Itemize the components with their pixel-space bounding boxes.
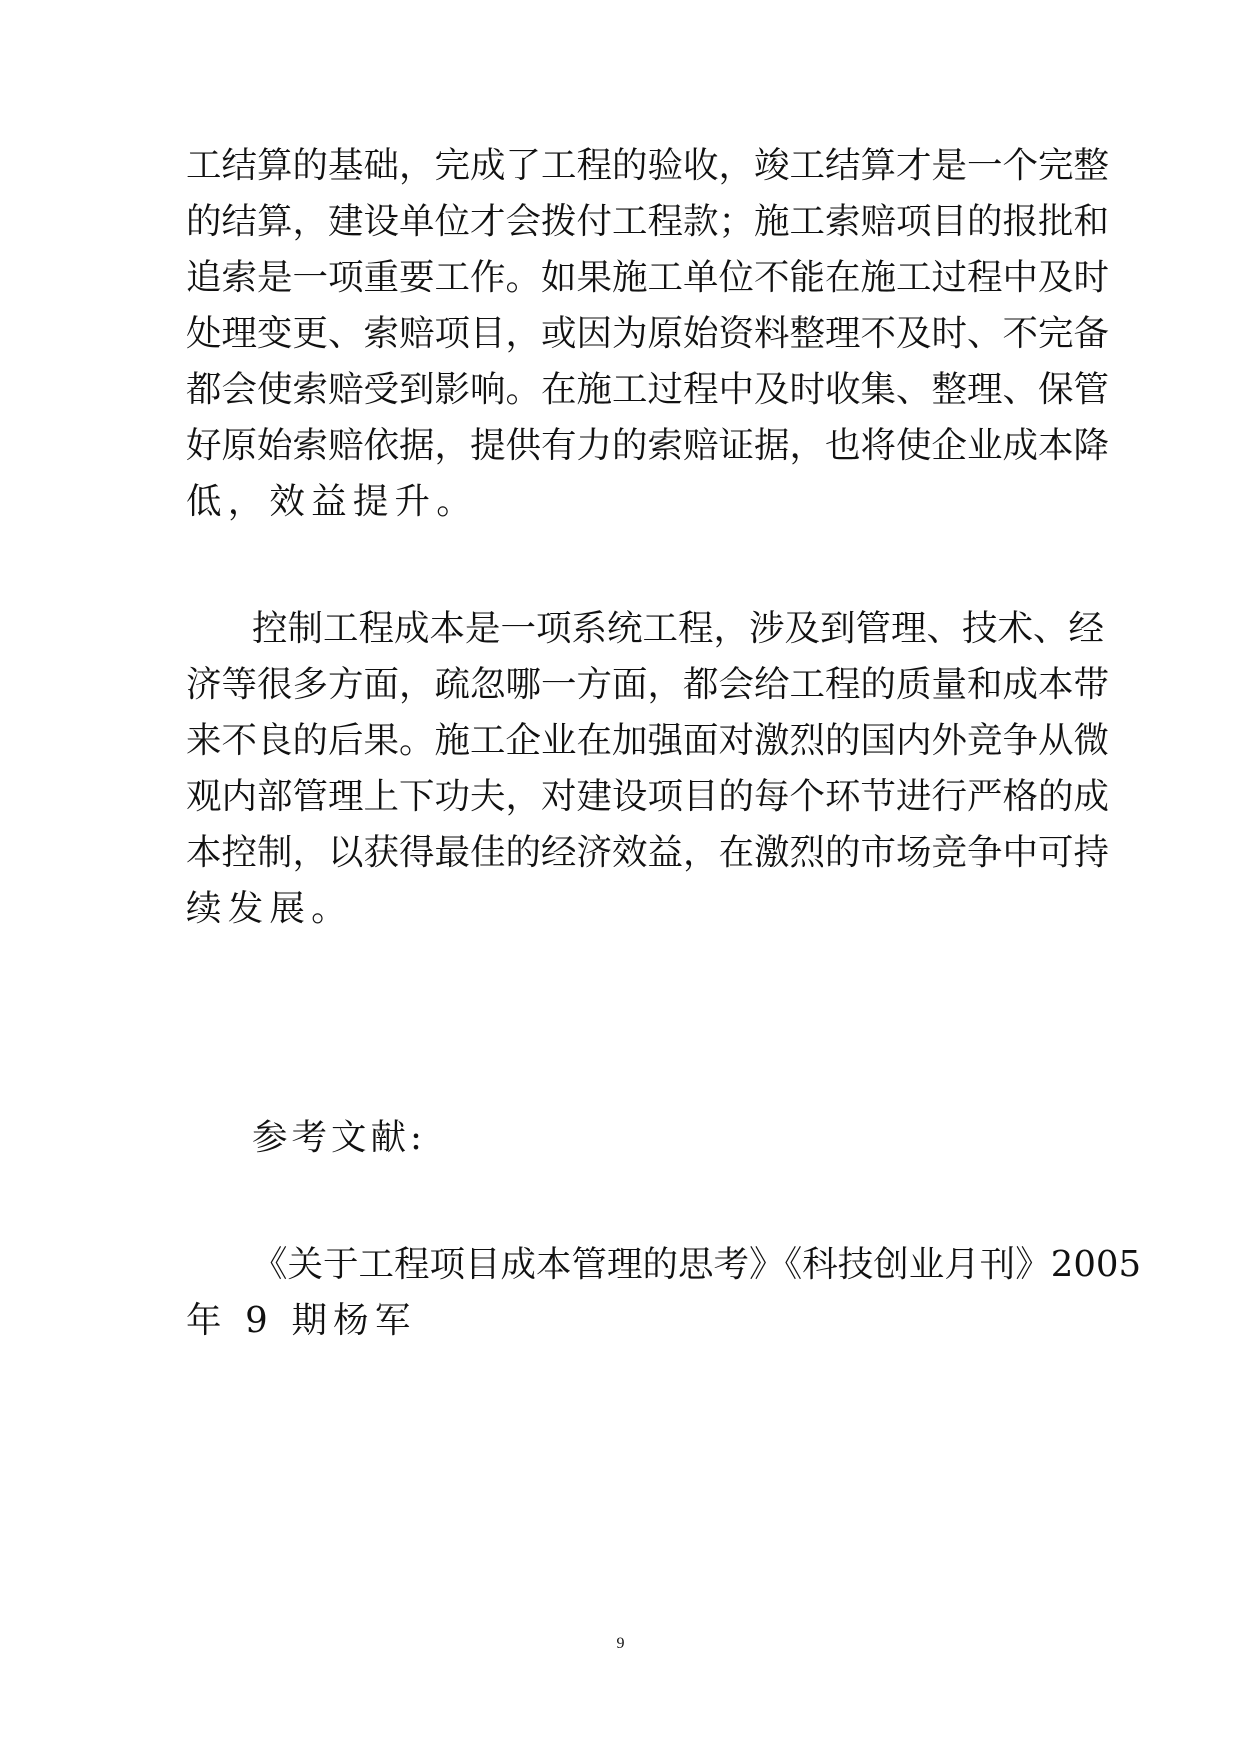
reference-line: 《关于工程项目成本管理的思考》《科技创业月刊》2005 [252,1244,1142,1285]
reference-line: 年 9 期杨军 [186,1300,417,1341]
paragraph-line: 追索是一项重要工作。如果施工单位不能在施工过程中及时 [186,257,1110,298]
paragraph-line: 济等很多方面，疏忽哪一方面，都会给工程的质量和成本带 [186,664,1110,705]
paragraph-line: 都会使索赔受到影响。在施工过程中及时收集、整理、保管 [186,369,1110,410]
paragraph-line: 工结算的基础，完成了工程的验收，竣工结算才是一个完整 [186,145,1110,186]
paragraph-line: 控制工程成本是一项系统工程，涉及到管理、技术、经 [252,608,1105,649]
paragraph-line: 好原始索赔依据，提供有力的索赔证据，也将使企业成本降 [186,425,1110,466]
paragraph-line: 来不良的后果。施工企业在加强面对激烈的国内外竞争从微 [186,720,1110,761]
paragraph-line: 续发展。 [186,888,353,929]
paragraph-line: 本控制，以获得最佳的经济效益，在激烈的市场竞争中可持 [186,832,1110,873]
paragraph-line: 的结算，建设单位才会拨付工程款；施工索赔项目的报批和 [186,201,1110,242]
page-number: 9 [616,1635,625,1652]
paragraph-line: 观内部管理上下功夫，对建设项目的每个环节进行严格的成 [186,776,1110,817]
references-heading: 参考文献: [252,1117,426,1158]
paragraph-line: 处理变更、索赔项目，或因为原始资料整理不及时、不完备 [186,313,1110,354]
paragraph-line: 低，效益提升。 [186,481,478,522]
